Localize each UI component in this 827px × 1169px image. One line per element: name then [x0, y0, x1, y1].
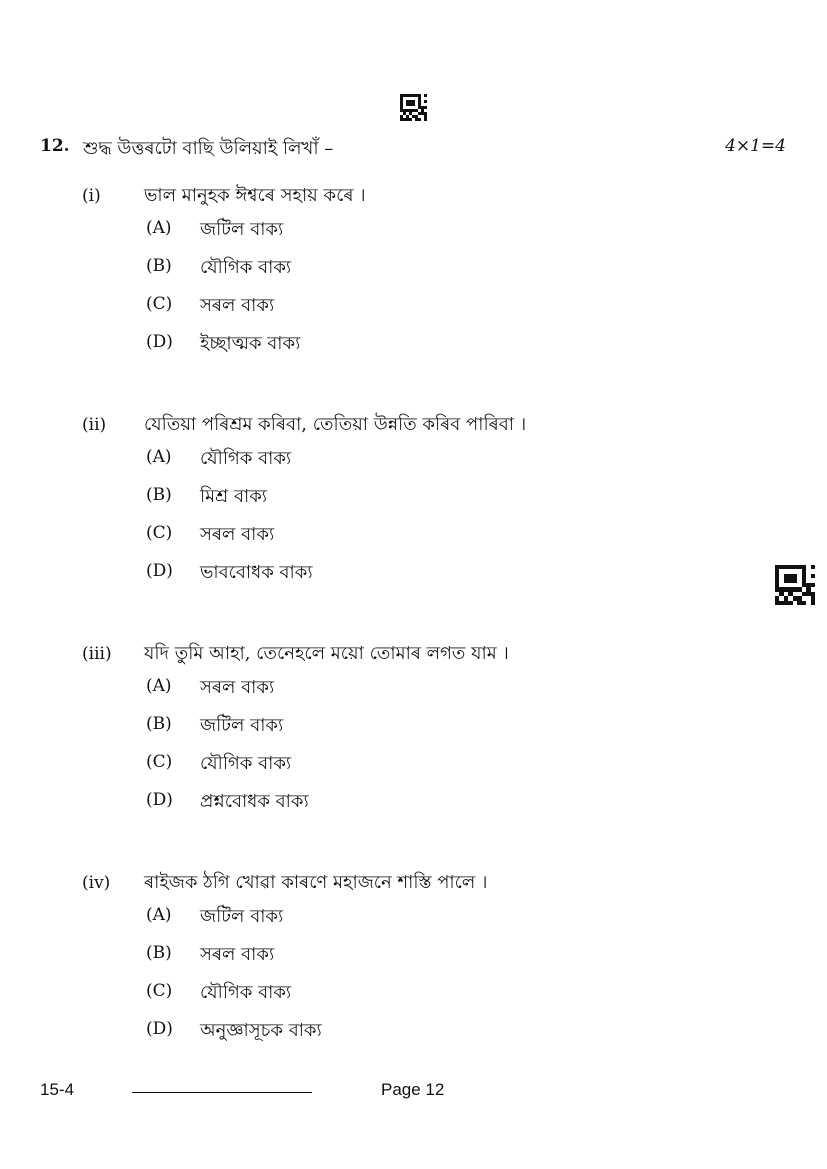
qr-code-side [775, 565, 815, 605]
option-letter: (B) [146, 714, 172, 734]
sub-question-iii [82, 639, 642, 823]
option-letter: (C) [146, 981, 173, 1001]
option-letter: (A) [146, 676, 172, 696]
sub-question-label: (iii) [82, 644, 112, 664]
option-d [82, 1014, 642, 1052]
qr-code-top [400, 94, 427, 121]
option-a [82, 671, 642, 709]
option-c [82, 747, 642, 785]
option-c [82, 976, 642, 1014]
option-d [82, 556, 642, 594]
option-letter: (B) [146, 256, 172, 276]
option-letter: (D) [146, 1019, 173, 1039]
option-letter: (D) [146, 790, 173, 810]
option-b [82, 251, 642, 289]
sub-question-stem: যদি তুমি আহা, তেনেহলে ময়ো তোমাৰ লগত যাম । [144, 643, 509, 664]
option-text: সৰল বাক্য [200, 295, 275, 316]
option-b [82, 480, 642, 518]
option-text: সৰল বাক্য [200, 524, 275, 545]
sub-question-label: (i) [82, 186, 101, 206]
sub-question-stem: ভাল মানুহক ঈশ্বৰে সহায় কৰে । [144, 185, 366, 206]
option-letter: (A) [146, 218, 172, 238]
option-a [82, 213, 642, 251]
page-footer [40, 1080, 780, 1104]
option-text: অনুজ্ঞাসূচক বাক্য [200, 1020, 322, 1041]
option-letter: (C) [146, 523, 173, 543]
option-letter: (D) [146, 332, 173, 352]
option-text: যৌগিক বাক্য [200, 257, 292, 278]
sub-question-iv [82, 868, 642, 1052]
question-marks: 4×1=4 [725, 136, 786, 156]
option-b [82, 938, 642, 976]
option-a [82, 442, 642, 480]
option-text: ভাববোধক বাক্য [200, 562, 313, 583]
sub-question-label: (iv) [82, 873, 111, 893]
option-text: প্ৰশ্নবোধক বাক্য [200, 791, 309, 812]
option-d [82, 785, 642, 823]
option-letter: (C) [146, 752, 173, 772]
option-text: সৰল বাক্য [200, 677, 275, 698]
option-letter: (B) [146, 943, 172, 963]
option-text: ইচ্ছাত্মক বাক্য [200, 333, 301, 354]
option-letter: (A) [146, 447, 172, 467]
option-a [82, 900, 642, 938]
option-text: জটিল বাক্য [200, 219, 284, 240]
option-c [82, 289, 642, 327]
option-letter: (D) [146, 561, 173, 581]
option-text: যৌগিক বাক্য [200, 982, 292, 1003]
sub-question-label: (ii) [82, 415, 107, 435]
option-text: জটিল বাক্য [200, 906, 284, 927]
option-text: মিশ্ৰ বাক্য [200, 486, 268, 507]
paper-code: 15-4 [40, 1080, 75, 1099]
option-d [82, 327, 642, 365]
sub-question-ii [82, 410, 642, 594]
option-letter: (A) [146, 905, 172, 925]
question-header [40, 134, 786, 164]
page-number: Page 12 [381, 1080, 445, 1099]
option-text: যৌগিক বাক্য [200, 753, 292, 774]
option-text: সৰল বাক্য [200, 944, 275, 965]
option-text: জটিল বাক্য [200, 715, 284, 736]
question-instruction: শুদ্ধ উত্তৰটো বাছি উলিয়াই লিখাঁ – [83, 138, 334, 159]
option-c [82, 518, 642, 556]
sub-question-stem: যেতিয়া পৰিশ্ৰম কৰিবা, তেতিয়া উন্নতি কৰিব পাৰিবা । [144, 414, 527, 435]
footer-divider [132, 1092, 312, 1093]
question-number: 12. [40, 136, 70, 156]
option-letter: (B) [146, 485, 172, 505]
option-b [82, 709, 642, 747]
sub-question-stem: ৰাইজক ঠগি খোৱা কাৰণে মহাজনে শাস্তি পালে । [144, 872, 488, 893]
option-text: যৌগিক বাক্য [200, 448, 292, 469]
sub-question-i [82, 181, 642, 365]
option-letter: (C) [146, 294, 173, 314]
